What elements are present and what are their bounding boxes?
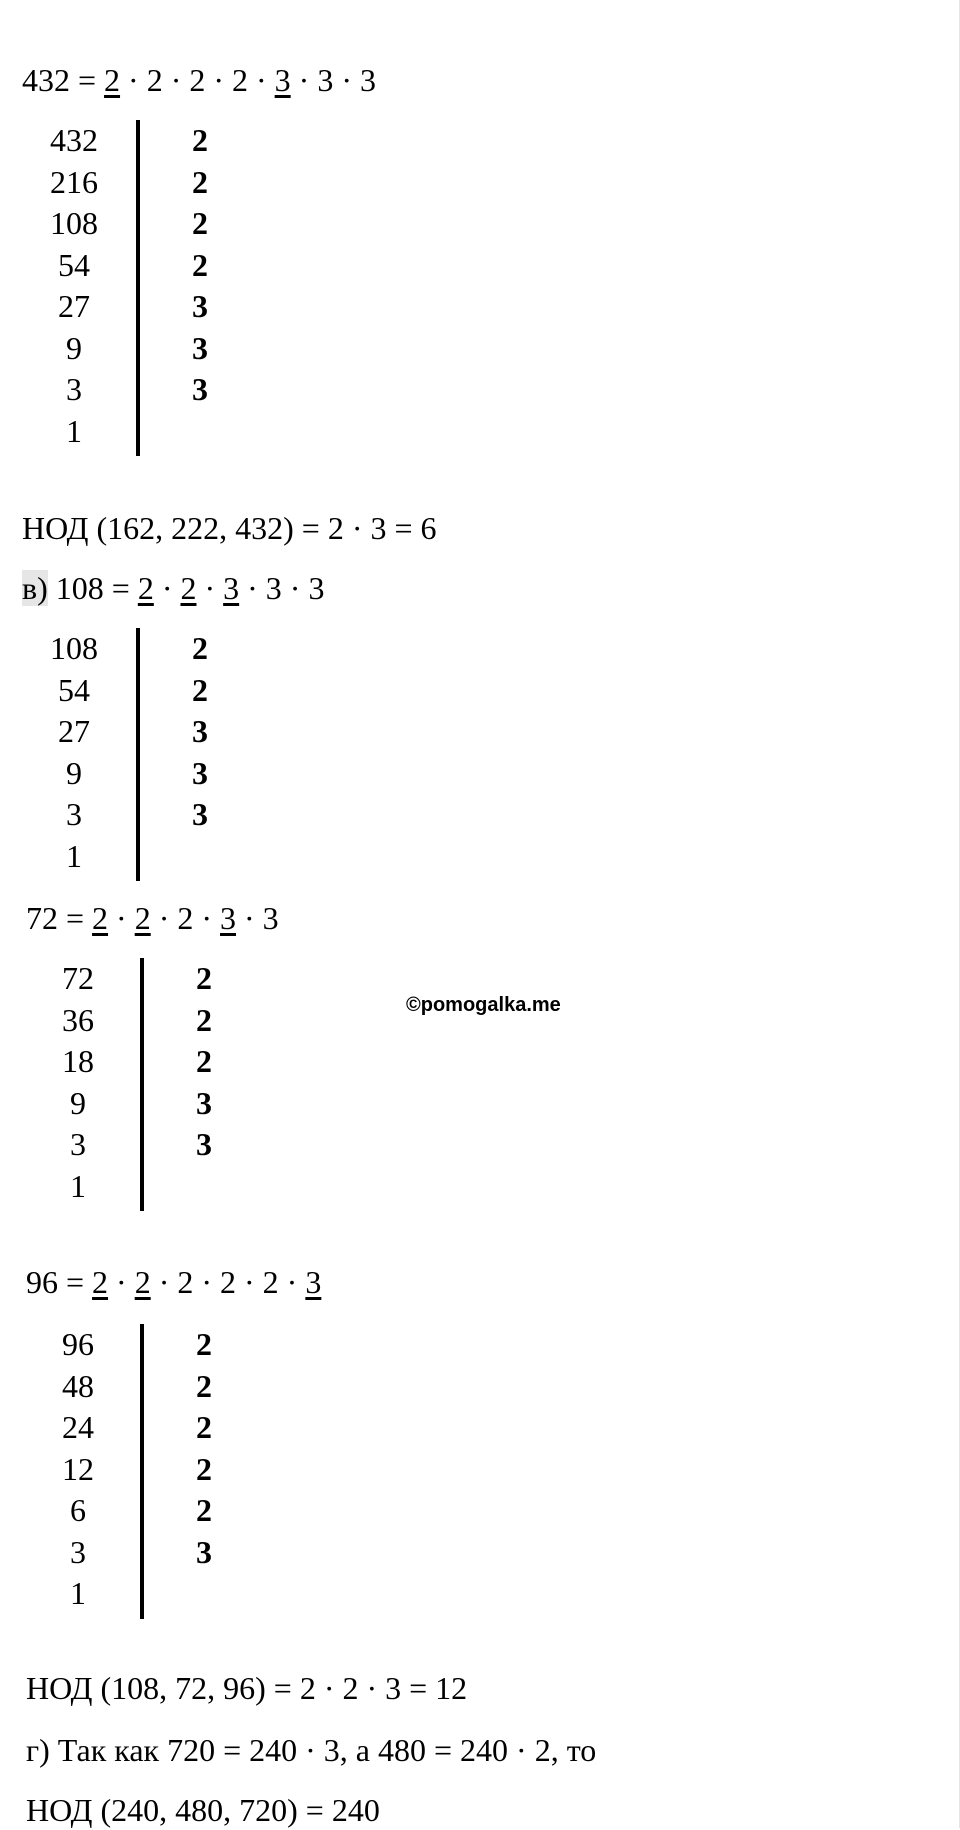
dividend-number: 108 [50, 630, 98, 666]
divider-bar [140, 1324, 144, 1619]
divider-bar [136, 628, 140, 881]
dividend-number: 3 [66, 796, 82, 832]
prime-divisor: 2 [196, 1001, 212, 1038]
dividend-number: 9 [66, 754, 82, 791]
dividend-number: 96 [62, 1326, 94, 1362]
prime-divisor: 3 [192, 288, 208, 324]
prime-divisor: 2 [192, 630, 208, 666]
underlined-factor: 2 [134, 1264, 151, 1300]
equation-72 [26, 898, 279, 938]
dividend-number: 36 [62, 1001, 94, 1038]
prime-divisor: 3 [192, 754, 208, 791]
dividend-number: 54 [58, 671, 90, 708]
divider-bar [136, 120, 140, 456]
dividend-number: 108 [50, 205, 98, 241]
gcd-result-1: НОД (162, 222, 432) = 2 · 3 = 6 [22, 510, 437, 546]
equation-96 [26, 1262, 321, 1302]
underlined-factor: 2 [104, 62, 121, 98]
underlined-factor: 2 [92, 900, 109, 936]
dividend-number: 6 [70, 1492, 86, 1528]
equation-text: · 3 · 3 [290, 62, 376, 98]
part-g-text: г) Так как 720 = 240 · 3, а 480 = 240 · 2, то [26, 1732, 597, 1768]
prime-divisor: 3 [196, 1126, 212, 1162]
prime-divisor: 3 [192, 329, 208, 366]
equation-text: 96 = [26, 1264, 93, 1300]
equation-text: 108 = [47, 570, 138, 606]
underlined-factor: 3 [274, 62, 291, 98]
dividend-number: 1 [66, 412, 82, 449]
dividend-number: 54 [58, 246, 90, 283]
prime-divisor: 2 [196, 1409, 212, 1445]
prime-divisor: 2 [196, 1367, 212, 1404]
equation-text: · 2 · 2 · 2 · [120, 62, 275, 98]
equation-108 [22, 568, 324, 608]
dividend-number: 72 [62, 960, 94, 996]
prime-divisor: 3 [192, 713, 208, 749]
underlined-factor: 2 [134, 900, 151, 936]
dividend-number: 3 [70, 1126, 86, 1162]
underlined-factor: 3 [220, 900, 237, 936]
underlined-factor: 2 [137, 570, 154, 606]
equation-108-body [48, 570, 325, 606]
dividend-number: 48 [62, 1367, 94, 1404]
prime-divisor: 2 [192, 163, 208, 200]
dividend-number: 216 [50, 163, 98, 200]
underlined-factor: 3 [223, 570, 240, 606]
dividend-number: 27 [58, 288, 90, 324]
equation-text: · [108, 1264, 135, 1300]
equation-text: 432 = [22, 62, 105, 98]
equation-text: · [108, 900, 135, 936]
equation-text: · 2 · [150, 900, 221, 936]
divider-bar [140, 958, 144, 1211]
prime-divisor: 3 [192, 371, 208, 407]
prime-divisor: 2 [196, 1492, 212, 1528]
underlined-factor: 3 [305, 1264, 322, 1300]
underlined-factor: 2 [180, 570, 197, 606]
prime-divisor: 2 [196, 960, 212, 996]
equation-text: · [153, 570, 181, 606]
equation-text: · [196, 570, 224, 606]
equation-text: 72 = [26, 900, 93, 936]
dividend-number: 24 [62, 1409, 94, 1445]
dividend-number: 9 [70, 1084, 86, 1121]
gcd-result-3: НОД (240, 480, 720) = 240 [26, 1792, 380, 1828]
prime-divisor: 3 [196, 1084, 212, 1121]
part-v-label: в) [22, 570, 48, 606]
dividend-number: 432 [50, 122, 98, 158]
underlined-factor: 2 [92, 1264, 109, 1300]
prime-divisor: 2 [196, 1450, 212, 1487]
dividend-number: 1 [66, 837, 82, 874]
equation-text: · 3 · 3 [239, 570, 325, 606]
dividend-number: 3 [66, 371, 82, 407]
equation-text: · 3 [236, 900, 279, 936]
dividend-number: 27 [58, 713, 90, 749]
dividend-number: 9 [66, 329, 82, 366]
prime-divisor: 2 [192, 205, 208, 241]
gcd-result-2: НОД (108, 72, 96) = 2 · 2 · 3 = 12 [26, 1670, 468, 1706]
equation-text: · 2 · 2 · 2 · [150, 1264, 306, 1300]
prime-divisor: 2 [196, 1043, 212, 1079]
watermark: ©pomogalka.me [406, 994, 561, 1016]
prime-divisor: 2 [192, 122, 208, 158]
prime-divisor: 3 [192, 796, 208, 832]
prime-divisor: 3 [196, 1533, 212, 1570]
dividend-number: 18 [62, 1043, 94, 1079]
dividend-number: 12 [62, 1450, 94, 1487]
prime-divisor: 2 [192, 671, 208, 708]
dividend-number: 3 [70, 1533, 86, 1570]
dividend-number: 1 [70, 1575, 86, 1611]
equation-432 [22, 60, 376, 100]
prime-divisor: 2 [192, 246, 208, 283]
prime-divisor: 2 [196, 1326, 212, 1362]
dividend-number: 1 [70, 1167, 86, 1204]
